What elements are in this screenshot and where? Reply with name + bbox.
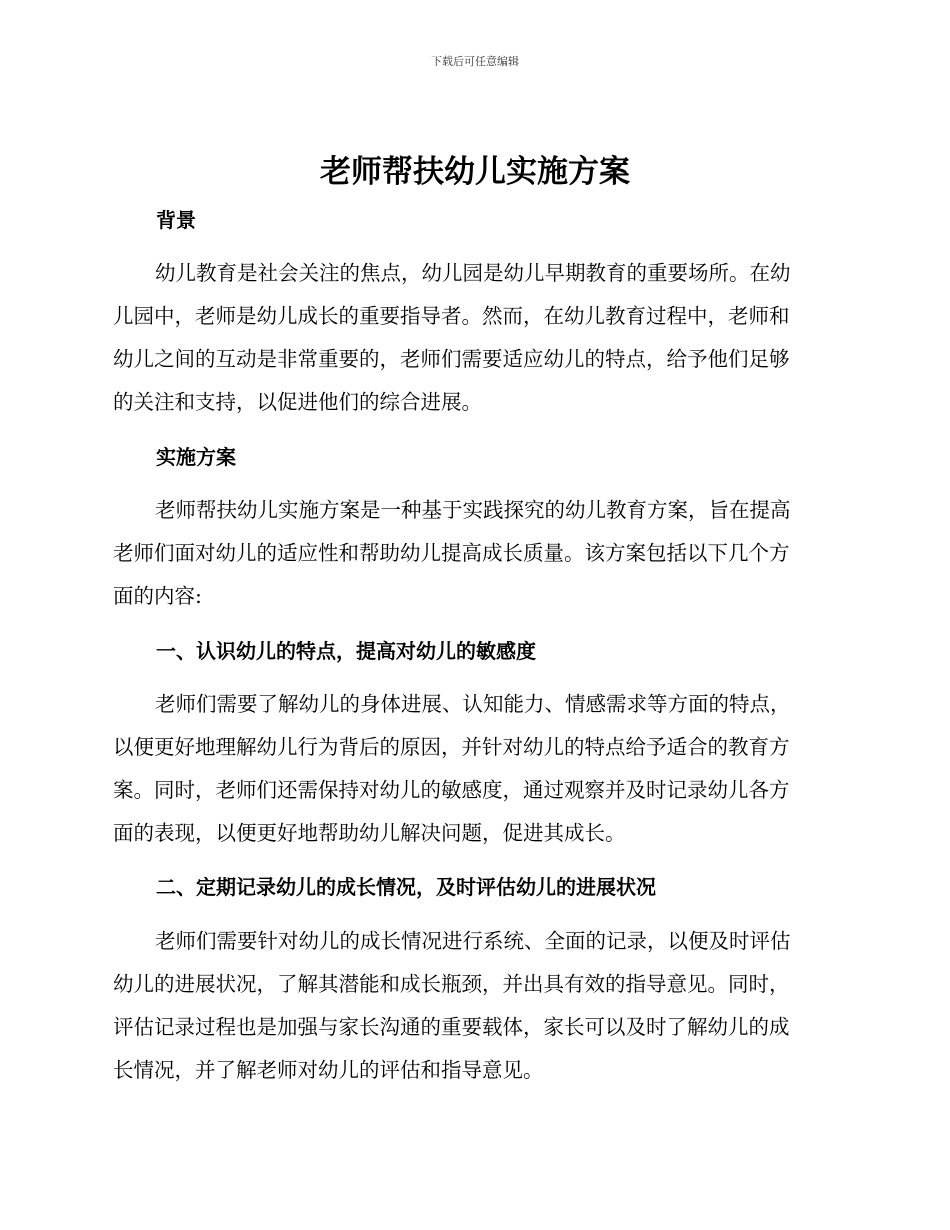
section-heading-part1: 一、认识幼儿的特点，提高对幼儿的敏感度 [156, 639, 536, 663]
header-note: 下载后可任意编辑 [431, 55, 519, 68]
document-title: 老师帮扶幼儿实施方案 [320, 154, 630, 190]
paragraph-line: 面的表现，以便更好地帮助幼儿解决问题，促进其成长。 [113, 821, 626, 845]
paragraph-line: 老师们面对幼儿的适应性和帮助幼儿提高成长质量。该方案包括以下几个方 [113, 541, 790, 565]
paragraph-line: 老师帮扶幼儿实施方案是一种基于实践探究的幼儿教育方案，旨在提高 [155, 498, 791, 522]
section-heading-plan: 实施方案 [156, 445, 236, 469]
paragraph-line: 以便更好地理解幼儿行为背后的原因，并针对幼儿的特点给予适合的教育方 [113, 735, 790, 759]
paragraph-part1 [113, 683, 830, 855]
paragraph-line: 案。同时，老师们还需保持对幼儿的敏感度，通过观察并及时记录幼儿各方 [113, 778, 790, 802]
paragraph-line: 幼儿教育是社会关注的焦点，幼儿园是幼儿早期教育的重要场所。在幼 [155, 261, 791, 285]
section-heading-part2: 二、定期记录幼儿的成长情况，及时评估幼儿的进展状况 [156, 875, 656, 899]
section-heading-background: 背景 [156, 208, 196, 232]
paragraph-part2 [113, 920, 830, 1092]
paragraph-line: 老师们需要了解幼儿的身体进展、认知能力、情感需求等方面的特点， [155, 692, 791, 716]
paragraph-plan [113, 489, 830, 618]
paragraph-line: 幼儿之间的互动是非常重要的，老师们需要适应幼儿的特点，给予他们足够 [113, 347, 790, 371]
paragraph-line: 儿园中，老师是幼儿成长的重要指导者。然而，在幼儿教育过程中，老师和 [113, 304, 790, 328]
paragraph-line: 评估记录过程也是加强与家长沟通的重要载体，家长可以及时了解幼儿的成 [113, 1015, 790, 1039]
paragraph-line: 老师们需要针对幼儿的成长情况进行系统、全面的记录，以便及时评估 [155, 929, 791, 953]
paragraph-line: 的关注和支持，以促进他们的综合进展。 [113, 390, 482, 414]
paragraph-line: 长情况，并了解老师对幼儿的评估和指导意见。 [113, 1058, 544, 1082]
paragraph-line: 幼儿的进展状况，了解其潜能和成长瓶颈，并出具有效的指导意见。同时， [113, 972, 790, 996]
paragraph-line: 面的内容: [113, 584, 202, 608]
paragraph-background [113, 252, 830, 424]
